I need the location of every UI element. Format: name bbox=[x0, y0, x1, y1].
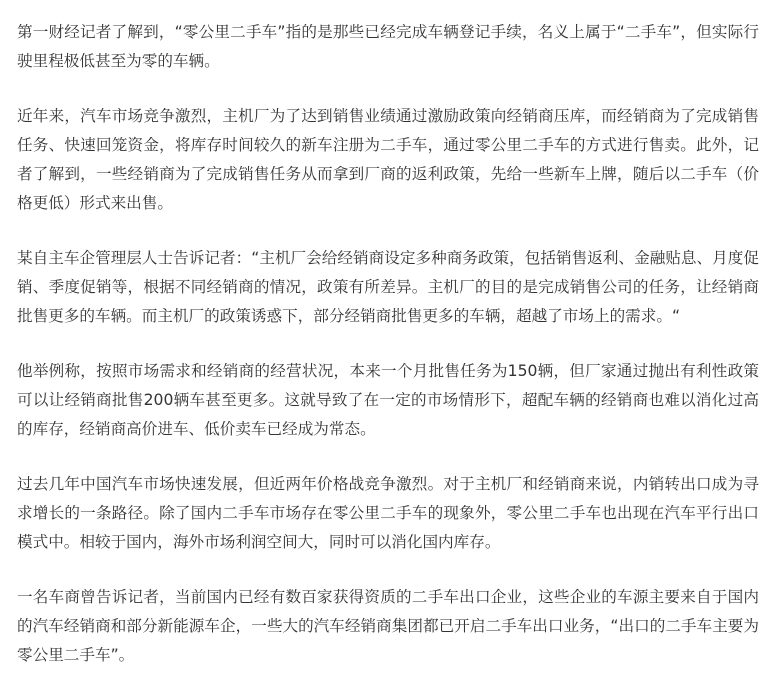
paragraph-example: 他举例称，按照市场需求和经销商的经营状况，本来一个月批售任务为150辆，但厂家通过抛出有利性政策可以让经销商批售200辆车甚至更多。这就导致了在一定的市场情形下，超配车辆的经销商也难以消化过高的库存，经销商高价进车、低价卖车已经成为常态。 bbox=[17, 362, 759, 438]
paragraph-definition: 第一财经记者了解到，“零公里二手车”指的是那些已经完成车辆登记手续，名义上属于“二手车”，但实际行驶里程极低甚至为零的车辆。 bbox=[17, 23, 759, 70]
paragraph-executive-quote: 某自主车企管理层人士告诉记者：“主机厂会给经销商设定多种商务政策，包括销售返利、金融贴息、月度促销、季度促销等，根据不同经销商的情况，政策有所差异。主机厂的目的是完成销售公司的任务，让经销商批售更多的车辆。而主机厂的政策诱惑下，部分经销商批售更多的车辆，超越了市场上的需求。“ bbox=[17, 249, 759, 325]
paragraph-export-path: 过去几年中国汽车市场快速发展，但近两年价格战竞争激烈。对于主机厂和经销商来说，内销转出口成为寻求增长的一条路径。除了国内二手车市场存在零公里二手车的现象外，零公里二手车也出现在汽车平行出口模式中。相较于国内，海外市场利润空间大，同时可以消化国内库存。 bbox=[17, 475, 759, 551]
paragraph-dealer-quote: 一名车商曾告诉记者，当前国内已经有数百家获得资质的二手车出口企业，这些企业的车源主要来自于国内的汽车经销商和部分新能源车企，一些大的汽车经销商集团都已开启二手车出口业务，“出口的二手车主要为零公里二手车”。 bbox=[17, 588, 759, 664]
paragraph-market-competition: 近年来，汽车市场竞争激烈，主机厂为了达到销售业绩通过激励政策向经销商压库，而经销商为了完成销售任务、快速回笼资金，将库存时间较久的新车注册为二手车，通过零公里二手车的方式进行售卖。此外，记者了解到，一些经销商为了完成销售任务从而拿到厂商的返利政策，先给一些新车上牌，随后以二手车（价格更低）形式来出售。 bbox=[17, 107, 759, 212]
